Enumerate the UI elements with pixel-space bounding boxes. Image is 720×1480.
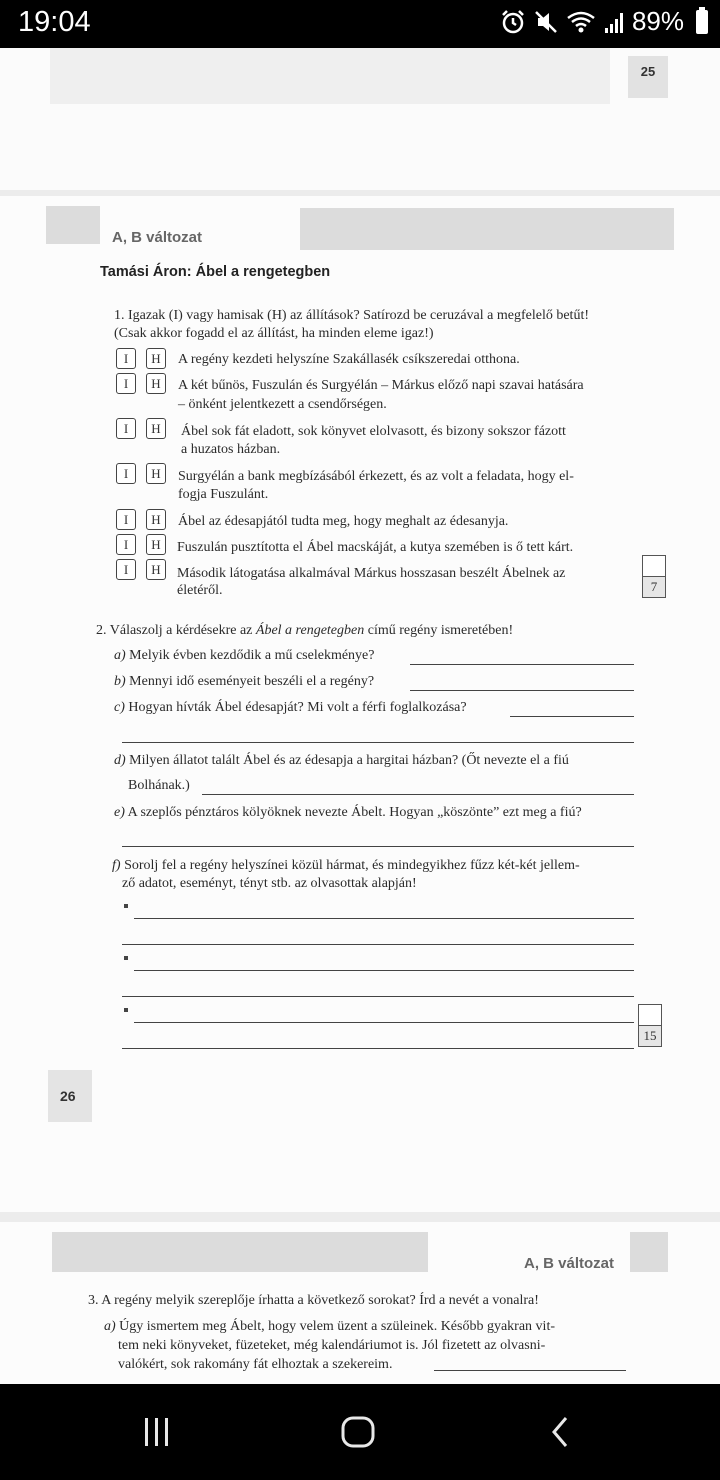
battery-icon: [696, 10, 708, 34]
q3a-line2: tem neki könyveket, füzeteket, még kalendáriumot is. Jól fizetett az olvasni-: [118, 1338, 546, 1353]
q1-line2: (Csak akkor fogadd el az állítást, ha minden eleme igaz!): [114, 326, 434, 341]
score-empty-cell[interactable]: [643, 556, 665, 577]
header-tab-right: [630, 1232, 668, 1272]
back-icon: [548, 1415, 572, 1449]
page-number-26: 26: [48, 1070, 92, 1122]
answer-line[interactable]: [134, 1022, 634, 1023]
variant-label: A, B változat: [112, 229, 203, 246]
bullet: [124, 956, 128, 960]
statement-text: életéről.: [177, 583, 223, 598]
q3a-text1: Úgy ismertem meg Ábelt, hogy velem üzent a szüleinek. Később gyakran vit-: [115, 1319, 555, 1334]
header-band: [50, 48, 610, 104]
status-time: 19:04: [18, 6, 91, 38]
q2e-text: A szeplős pénztáros kölyöknek nevezte Ábelt. Hogyan „köszönte” ezt meg a fiú?: [124, 805, 582, 820]
q3-text: 3. A regény melyik szereplője írhatta a következő sorokat? Írd a nevét a vonalra!: [88, 1293, 539, 1308]
false-box[interactable]: H: [146, 348, 166, 369]
q2c-label: c): [114, 700, 125, 715]
q2e-label: e): [114, 805, 125, 820]
answer-line[interactable]: [122, 742, 634, 743]
header-band-right: [300, 208, 674, 250]
q2d-line2: Bolhának.): [128, 778, 190, 793]
q2f: [112, 857, 580, 875]
false-box[interactable]: H: [146, 373, 166, 394]
bullet: [124, 904, 128, 908]
recent-apps-button[interactable]: [127, 1408, 187, 1456]
q2-intro-title: Ábel a rengetegben: [255, 623, 365, 638]
q2c-text: Hogyan hívták Ábel édesapját? Mi volt a férfi foglalkozása?: [124, 700, 467, 715]
answer-line[interactable]: [122, 1048, 634, 1049]
q2d-label: d): [114, 753, 126, 768]
q1-score-box: [642, 555, 666, 598]
statement-text: A regény kezdeti helyszíne Szakállasék csíkszeredai otthona.: [178, 352, 520, 367]
statement-text: Surgyélán a bank megbízásából érkezett, és az volt a feladata, hogy el-: [178, 469, 574, 484]
q2-intro-pre: 2. Válaszolj a kérdésekre az: [96, 623, 256, 638]
true-box[interactable]: I: [116, 509, 136, 530]
false-box[interactable]: H: [146, 534, 166, 555]
recent-apps-icon: [141, 1416, 173, 1448]
q2e: [114, 804, 582, 822]
answer-line[interactable]: [510, 716, 634, 717]
page-number-25: 25: [628, 56, 668, 98]
q3a-line1: [104, 1318, 555, 1336]
statement-text: Második látogatása alkalmával Márkus hosszasan beszélt Ábelnek az: [177, 566, 566, 581]
mute-icon: [534, 9, 558, 35]
statement-text: Ábel az édesapjától tudta meg, hogy meghalt az édesanyja.: [178, 514, 509, 529]
false-box[interactable]: H: [146, 463, 166, 484]
false-box[interactable]: H: [146, 559, 166, 580]
answer-line[interactable]: [134, 918, 634, 919]
answer-line[interactable]: [122, 944, 634, 945]
q2b: [114, 673, 374, 691]
battery-percent: 89%: [631, 6, 684, 36]
q2a: [114, 647, 374, 665]
q2d: [114, 752, 569, 770]
q2-score-box: [638, 1004, 662, 1047]
q2c: [114, 699, 467, 717]
status-icons: [500, 6, 708, 37]
bullet: [124, 1008, 128, 1012]
q2a-label: a): [114, 648, 126, 663]
q1-line1: 1. Igazak (I) vagy hamisak (H) az állítások? Satírozd be ceruzával a megfelelő betűt!: [114, 308, 590, 323]
true-box[interactable]: I: [116, 534, 136, 555]
header-band-left: [52, 1232, 428, 1272]
q2d-text1: Milyen állatot talált Ábel és az édesapja a hargitai házban? (Őt nevezte el a fiú: [125, 753, 569, 768]
q2b-text: Mennyi idő eseményeit beszéli el a regény?: [125, 674, 375, 689]
home-icon: [340, 1415, 376, 1449]
q2f-text1: Sorolj fel a regény helyszínei közül hármat, és mindegyikhez fűzz két-két jellem-: [120, 858, 580, 873]
status-bar: [0, 0, 720, 48]
q3a-line3: valókért, sok rakomány fát elhoztak a szekereim.: [118, 1357, 393, 1372]
q1-max-score: 7: [643, 577, 665, 597]
statement-text: A két bűnös, Fuszulán és Surgyélán – Márkus előző napi szavai hatására: [178, 378, 584, 393]
true-box[interactable]: I: [116, 463, 136, 484]
back-button[interactable]: [530, 1408, 590, 1456]
false-box[interactable]: H: [146, 418, 166, 439]
q2b-label: b): [114, 674, 126, 689]
alarm-icon: [500, 9, 526, 35]
true-box[interactable]: I: [116, 373, 136, 394]
answer-line[interactable]: [410, 664, 634, 665]
header-tab-left: [46, 206, 100, 244]
statement-text: – önként jelentkezett a csendőrségen.: [178, 397, 387, 412]
navigation-bar: [0, 1384, 720, 1480]
q2-max-score: 15: [639, 1026, 661, 1046]
q3a-label: a): [104, 1319, 116, 1334]
answer-line[interactable]: [134, 970, 634, 971]
q2-intro: [96, 622, 513, 640]
answer-line[interactable]: [202, 794, 634, 795]
page-title: Tamási Áron: Ábel a rengetegben: [100, 264, 331, 280]
score-empty-cell[interactable]: [639, 1005, 661, 1026]
wifi-icon: [566, 10, 596, 34]
q2-intro-post: című regény ismeretében!: [364, 623, 514, 638]
signal-icon: [604, 10, 624, 34]
q2a-text: Melyik évben kezdődik a mű cselekménye?: [125, 648, 375, 663]
statement-text: Ábel sok fát eladott, sok könyvet elolvasott, és bizony sokszor fázott: [181, 424, 566, 439]
false-box[interactable]: H: [146, 509, 166, 530]
true-box[interactable]: I: [116, 348, 136, 369]
true-box[interactable]: I: [116, 559, 136, 580]
answer-line[interactable]: [122, 996, 634, 997]
statement-text: a huzatos házban.: [181, 442, 281, 457]
statement-text: fogja Fuszulánt.: [178, 487, 269, 502]
answer-line[interactable]: [410, 690, 634, 691]
answer-line[interactable]: [434, 1370, 626, 1371]
q2f-line2: ző adatot, eseményt, tényt stb. az olvasottak alapján!: [122, 876, 417, 891]
home-button[interactable]: [328, 1408, 388, 1456]
statement-text: Fuszulán pusztította el Ábel macskáját, a kutya szemében is ő tett kárt.: [177, 540, 574, 555]
answer-line[interactable]: [122, 846, 634, 847]
true-box[interactable]: I: [116, 418, 136, 439]
variant-label-bottom: A, B változat: [524, 1255, 615, 1272]
q2f-label: f): [112, 858, 121, 873]
